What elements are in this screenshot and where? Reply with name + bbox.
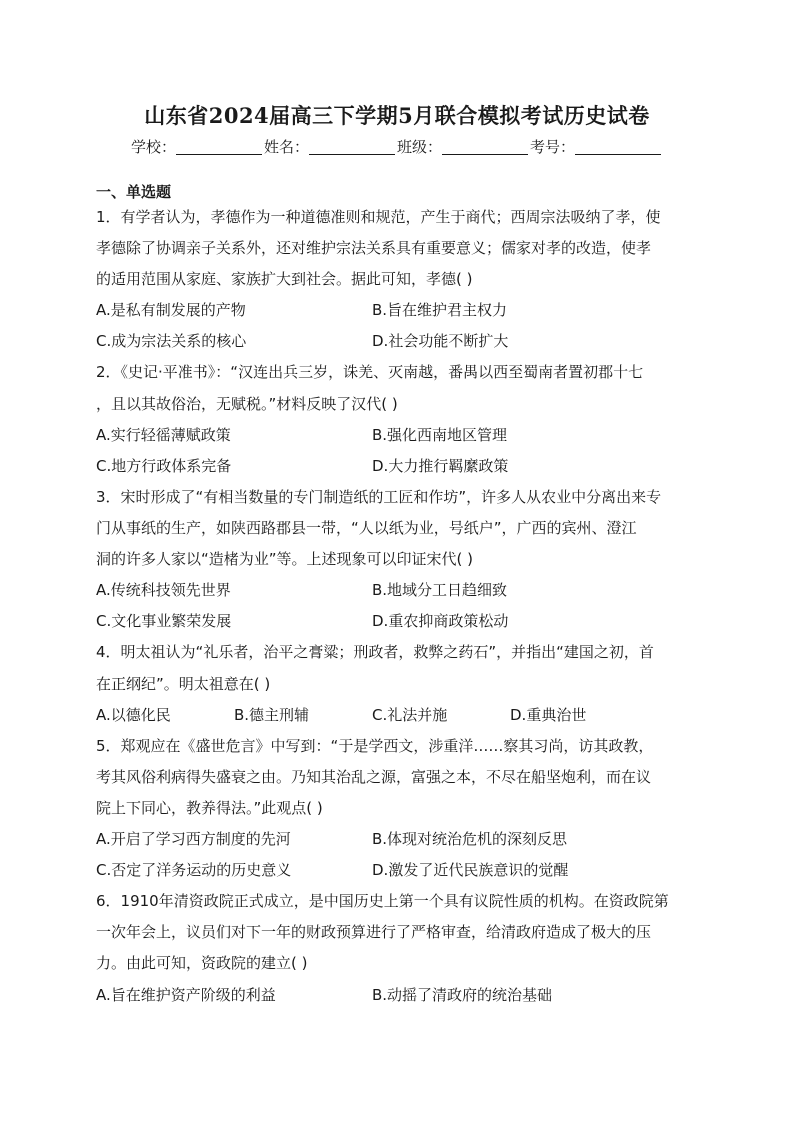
number-blank bbox=[575, 140, 661, 155]
question-line: 一次年会上，议员们对下一年的财政预算进行了严格审查，给清政府造成了极大的压 bbox=[96, 923, 652, 941]
section-heading: 一、单选题 bbox=[96, 183, 172, 201]
option: C.文化事业繁荣发展 bbox=[96, 612, 232, 630]
question-line: 力。由此可知，资政院的建立( ) bbox=[96, 954, 308, 972]
number-label: 考号： bbox=[530, 138, 576, 156]
question-line: 在正纲纪”。明太祖意在( ) bbox=[96, 675, 271, 693]
option: C.地方行政体系完备 bbox=[96, 457, 232, 475]
school-blank bbox=[176, 140, 262, 155]
question-line: 孝德除了协调亲子关系外，还对维护宗法关系具有重要意义；儒家对孝的改造，使孝 bbox=[96, 239, 652, 257]
option: A.旨在维护资产阶级的利益 bbox=[96, 986, 276, 1004]
question-line: 4．明太祖认为“礼乐者，治平之膏粱；刑政者，救弊之药石”，并指出“建国之初，首 bbox=[96, 643, 654, 661]
school-label: 学校： bbox=[130, 138, 176, 156]
class-label: 班级： bbox=[397, 138, 443, 156]
option: B.德主刑辅 bbox=[234, 706, 310, 724]
option: A.是私有制发展的产物 bbox=[96, 301, 246, 319]
option: A.传统科技领先世界 bbox=[96, 581, 231, 599]
option: D.激发了近代民族意识的觉醒 bbox=[372, 861, 569, 879]
option: D.重典治世 bbox=[510, 706, 587, 724]
exam-title: 山东省2024届高三下学期5月联合模拟考试历史试卷 bbox=[144, 103, 650, 128]
question-line: 3．宋时形成了“有相当数量的专门制造纸的工匠和作坊”，许多人从农业中分离出来专 bbox=[96, 488, 662, 506]
option: D.社会功能不断扩大 bbox=[372, 332, 509, 350]
question-line: 6．1910年清资政院正式成立，是中国历史上第一个具有议院性质的机构。在资政院第 bbox=[96, 892, 669, 910]
option: B.体现对统治危机的深刻反思 bbox=[372, 830, 568, 848]
option: B.动摇了清政府的统治基础 bbox=[372, 986, 553, 1004]
option: D.重农抑商政策松动 bbox=[372, 612, 509, 630]
student-info bbox=[0, 136, 794, 157]
question-line: 院上下同心，教养得法。”此观点( ) bbox=[96, 799, 323, 817]
question-line: 5．郑观应在《盛世危言》中写到：“于是学西文，涉重洋……察其习尚，访其政教， bbox=[96, 737, 654, 755]
option: C.否定了洋务运动的历史意义 bbox=[96, 861, 292, 879]
question-line: 考其风俗利病得失盛衰之由。乃知其治乱之源，富强之本，不尽在船坚炮利，而在议 bbox=[96, 768, 652, 786]
question-line: 门从事纸的生产，如陕西路郡县一带，“人以纸为业，号纸户”，广西的宾州、澄江 bbox=[96, 519, 637, 537]
question-line: 2．《史记·平准书》：“汉连出兵三岁，诛羌、灭南越，番禺以西至蜀南者置初郡十七 bbox=[96, 363, 644, 381]
option: B.旨在维护君主权力 bbox=[372, 301, 508, 319]
question-line: 的适用范围从家庭、家族扩大到社会。据此可知，孝德( ) bbox=[96, 270, 473, 288]
option: C.成为宗法关系的核心 bbox=[96, 332, 247, 350]
option: D.大力推行羁縻政策 bbox=[372, 457, 509, 475]
option: A.开启了学习西方制度的先河 bbox=[96, 830, 291, 848]
option: B.强化西南地区管理 bbox=[372, 426, 508, 444]
option: A.以德化民 bbox=[96, 706, 171, 724]
option: B.地域分工日趋细致 bbox=[372, 581, 508, 599]
question-line: 1．有学者认为，孝德作为一种道德准则和规范，产生于商代；西周宗法吸纳了孝，使 bbox=[96, 208, 661, 226]
name-label: 姓名： bbox=[263, 138, 309, 156]
name-blank bbox=[309, 140, 395, 155]
question-line: ，且以其故俗治，无赋税。”材料反映了汉代( ) bbox=[96, 395, 398, 413]
question-line: 洞的许多人家以“造楮为业”等。上述现象可以印证宋代( ) bbox=[96, 550, 474, 568]
option: A.实行轻徭薄赋政策 bbox=[96, 426, 231, 444]
option: C.礼法并施 bbox=[372, 706, 448, 724]
class-blank bbox=[442, 140, 528, 155]
